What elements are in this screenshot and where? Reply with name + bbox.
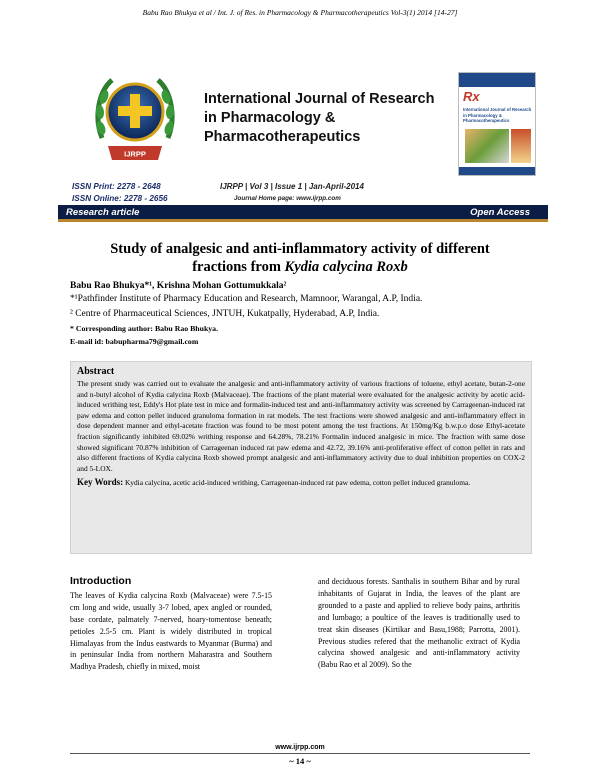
author-email[interactable]: E-mail id: babupharma79@gmail.com (70, 337, 199, 346)
abstract-heading: Abstract (77, 366, 115, 377)
journal-homepage[interactable]: Journal Home page: www.ijrpp.com (234, 195, 341, 202)
cover-rx-logo: Rx (463, 89, 480, 104)
title-line-1: Study of analgesic and anti-inflammatory activity of different (110, 241, 490, 257)
authors: Babu Rao Bhukya*¹, Krishna Mohan Gottumukkala² (70, 281, 287, 291)
volume-info: IJRPP | Vol 3 | Issue 1 | Jan-April-2014 (220, 182, 364, 191)
journal-cover-thumbnail (458, 72, 536, 176)
affiliation-2: ² Centre of Pharmaceutical Sciences, JNTUH, Kukatpally, Hyderabad, A.P, India. (70, 309, 380, 319)
footer-url[interactable]: www.ijrpp.com (275, 744, 325, 751)
cover-image (465, 129, 509, 163)
abstract-box (70, 361, 532, 554)
open-access-label: Open Access (470, 207, 530, 218)
issn-print: ISSN Print: 2278 - 2648 (72, 182, 161, 191)
journal-logo-icon (92, 68, 178, 168)
keywords-label: Key Words: (77, 477, 124, 488)
issn-online: ISSN Online: 2278 - 2656 (72, 194, 168, 203)
title-line-2: fractions from Kydia calycina Roxb (192, 259, 408, 275)
running-head: Babu Rao Bhukya et al / Int. J. of Res. in Pharmacology & Pharmacotherapeutics Vol-3(1) 2014 [14-27] (142, 8, 458, 17)
research-article-label: Research article (66, 207, 140, 218)
abstract-text: The present study was carried out to evaluate the analgesic and anti-inflammatory activity of various fractions of toluene, ethyl acetate, butan-2-one and n-butyl alcohol of Kydia calycina Roxb (Malvaceae). The fractions of the plant material were evaluated for the analgesic activity by acetic acid-induced writhing test, Eddy's Hot plate test in mice and formalin-induced test and anti-inflammatory activity was screened by Carrageenan-induced rat paw edema and cotton pellet induced granuloma formation in rat models. The test fractions were showed analgesic and anti-inflammatory effect in dose dependent manner and ethyl-acetate fraction was found to be most potent among the test fractions. At 150mg/Kg b.w.p.o dose Ethyl-acetate fraction significantly inhibited 69.02% writhing response and 64.28%, 78.21% Formalin induced analgesic in mice. The fraction with same dose showed significant 70.87% inhibition of Carrageenan induced rat paw edema and 42.72, 39.16% anti-proliferative effect of cotton pellet in rats and also different fractions of Kydia calycina Roxb showed prompt analgesic and anti-inflammatory activity due to dual inhibition properties on COX-2 and 5-LOX. (77, 379, 525, 473)
cover-top-band (459, 73, 535, 87)
page-number: ~ 14 ~ (289, 756, 311, 766)
cover-title: International Journal of Research in Pharmacology & Pharmacotherapeutics (463, 107, 532, 123)
intro-column-2 (318, 576, 520, 671)
article-type-banner (58, 205, 548, 222)
footer-divider (70, 753, 530, 754)
intro-column-1 (70, 576, 272, 673)
intro-text-2: and deciduous forests. Santhalis in southern Bihar and by rural inhabitants of Gujarat in India, the leaves of the plant are grounded to a paste and applied to relieve body pains, arthritis and lumbago; a poultice of the leaves is traditionally used to treat skin diseases (Kirtikar and Basu,1988; Parrotta, 2001). Previous studies refered that the methanolic extract of Kydia calycina showed analgesic and anti-inflammatory activity (Babu Rao et al 2009). So the (318, 577, 520, 670)
introduction-heading: Introduction (70, 575, 132, 587)
species-name: Kydia calycina Roxb (284, 259, 408, 275)
svg-text:IJRPP: IJRPP (124, 149, 146, 159)
intro-text-1: The leaves of Kydia calycina Roxb (Malvaceae) were 7.5-15 cm long and wide, usually 3-7 lobed, apex angled or rounded, base cordate, palmately 7-nerved, hoary-tomentose beneath; petioles 2.5-5 cm. Plant is widely distributed in tropical Himalayas from the Indus eastwards to Myanmar (Burma) and in peninsular India from northern Maharastra and Southern Madhya Pradesh, chiefly in mixed, moist (70, 590, 272, 672)
journal-title: International Journal of Research in Pharmacology & Pharmacotherapeutics (204, 91, 435, 145)
affiliation-1: *¹Pathfinder Institute of Pharmacy Education and Research, Mamnoor, Warangal, A.P, India. (70, 294, 423, 304)
corresponding-author: * Corresponding author: Babu Rao Bhukya. (70, 324, 219, 333)
cover-image-secondary (511, 129, 531, 163)
keywords-text: Kydia calycina, acetic acid-induced writhing, Carrageenan-induced rat paw edema, cotton pellet induced granuloma. (123, 478, 471, 488)
paper-title (70, 240, 530, 276)
journal-header (58, 62, 570, 178)
keywords (77, 477, 525, 489)
cover-bottom-band (459, 167, 535, 175)
